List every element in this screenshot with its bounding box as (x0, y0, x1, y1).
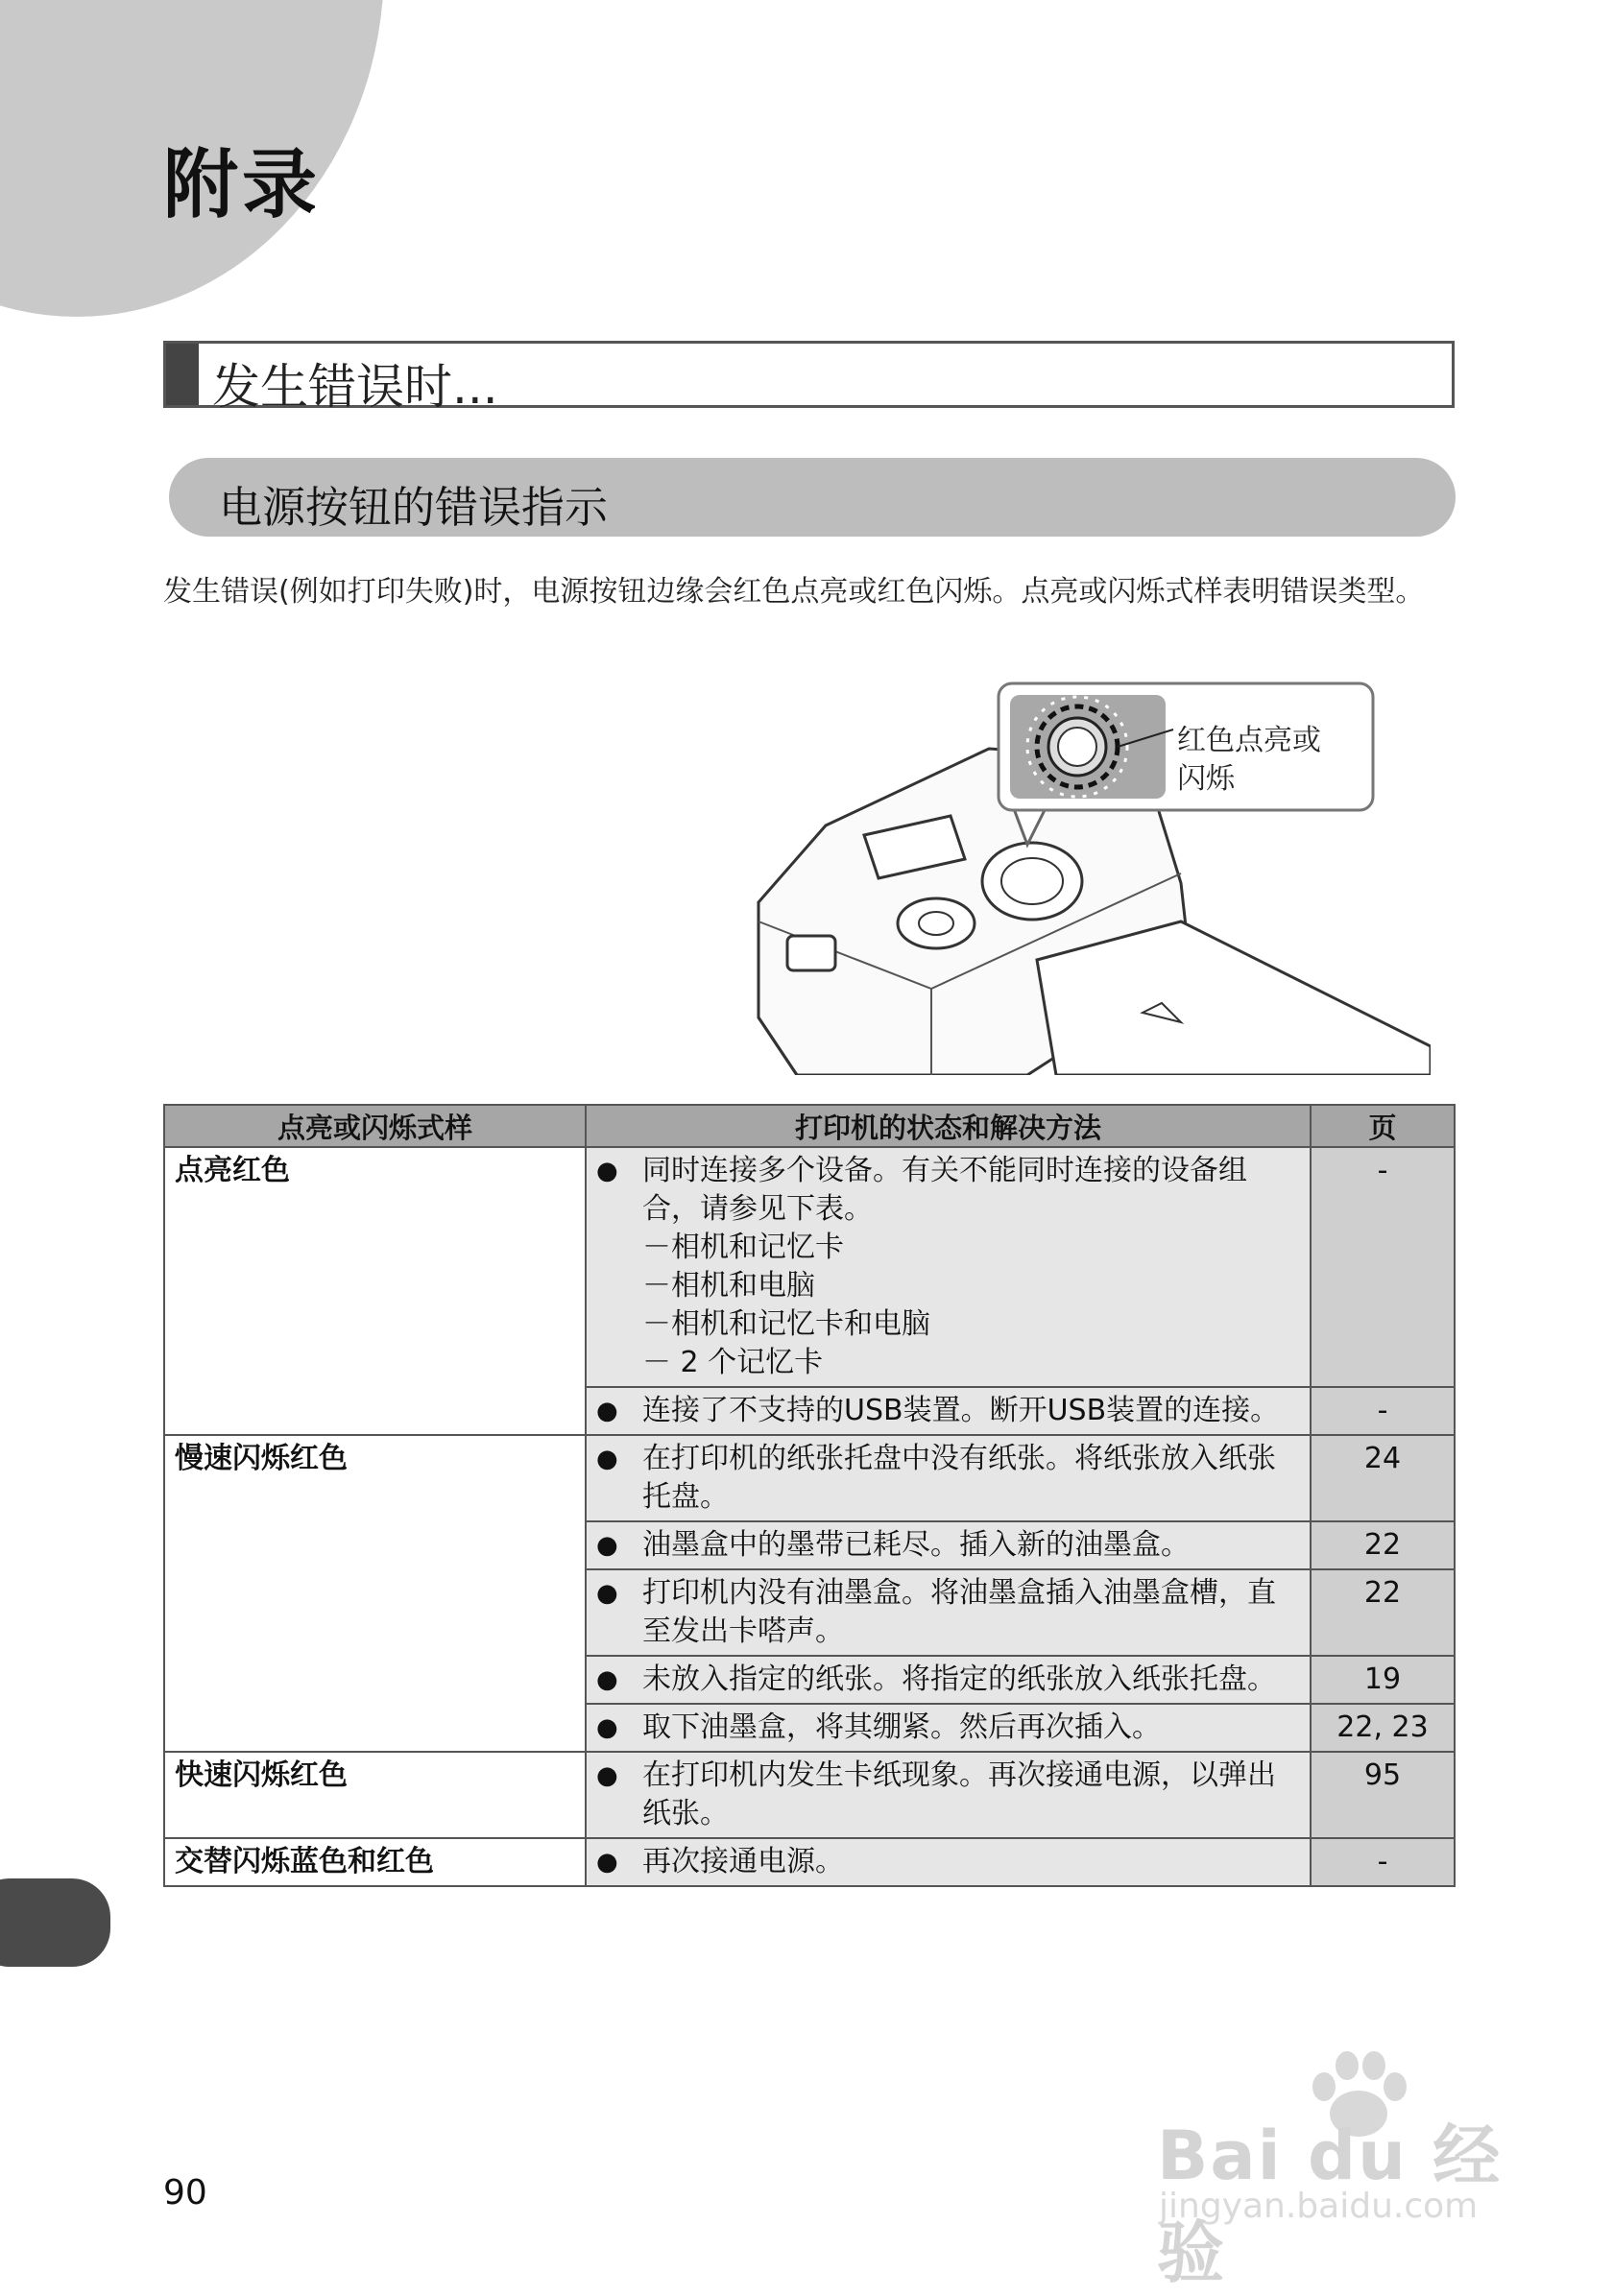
header-status: 打印机的状态和解决方法 (586, 1105, 1311, 1147)
callout-line-2: 闪烁 (1177, 762, 1235, 796)
appendix-title: 附录 (163, 142, 322, 228)
status-text: 连接了不支持的USB装置。断开USB装置的连接。 (642, 1394, 1280, 1427)
table-row (164, 1752, 1455, 1838)
pattern-cell: 慢速闪烁红色 (164, 1435, 586, 1752)
bullet-icon: ● (596, 1579, 618, 1608)
error-indicator-table (163, 1104, 1456, 1887)
printer-drawing (739, 672, 1431, 1075)
bullet-icon: ● (596, 1445, 618, 1473)
header-pattern: 点亮或闪烁式样 (164, 1105, 586, 1147)
status-subline: －相机和电脑 (642, 1269, 815, 1303)
page-cell: 22 (1311, 1521, 1455, 1569)
status-cell (586, 1838, 1311, 1886)
watermark (1147, 2045, 1551, 2292)
subsection-title: 电源按钮的错误指示 (219, 482, 609, 533)
page-cell: 95 (1311, 1752, 1455, 1838)
status-cell (586, 1704, 1311, 1752)
status-cell (586, 1521, 1311, 1569)
status-subline: －相机和记忆卡 (642, 1231, 844, 1264)
page-cell: 22, 23 (1311, 1704, 1455, 1752)
pattern-cell: 交替闪烁蓝色和红色 (164, 1838, 586, 1886)
section-heading-bar (166, 344, 199, 405)
page-cell: - (1311, 1838, 1455, 1886)
bullet-icon: ● (596, 1848, 618, 1877)
status-cell (586, 1569, 1311, 1656)
bullet-icon: ● (596, 1761, 618, 1790)
bullet-icon: ● (596, 1713, 618, 1742)
header-page: 页 (1311, 1105, 1455, 1147)
status-cell (586, 1435, 1311, 1521)
status-subline: －相机和记忆卡和电脑 (642, 1307, 930, 1341)
section-heading (163, 341, 1455, 415)
status-subline: － 2 个记忆卡 (642, 1346, 824, 1379)
status-text: 在打印机内发生卡纸现象。再次接通电源，以弹出纸张。 (642, 1758, 1276, 1830)
status-cell (586, 1752, 1311, 1838)
bullet-icon: ● (596, 1665, 618, 1694)
status-text: 取下油墨盒，将其绷紧。然后再次插入。 (642, 1710, 1161, 1744)
status-text: 油墨盒中的墨带已耗尽。插入新的油墨盒。 (642, 1528, 1190, 1562)
status-cell (586, 1387, 1311, 1435)
page-cell: 22 (1311, 1569, 1455, 1656)
subsection-heading (169, 458, 1456, 537)
table-row (164, 1838, 1455, 1886)
status-text: 再次接通电源。 (642, 1845, 844, 1878)
pattern-cell: 点亮红色 (164, 1147, 586, 1435)
table-row (164, 1147, 1455, 1387)
status-text: 未放入指定的纸张。将指定的纸张放入纸张托盘。 (642, 1662, 1276, 1696)
status-text: 在打印机的纸张托盘中没有纸张。将纸张放入纸张托盘。 (642, 1442, 1276, 1514)
intro-paragraph: 发生错误(例如打印失败)时，电源按钮边缘会红色点亮或红色闪烁。点亮或闪烁式样表明错误类型。 (163, 575, 1425, 609)
bullet-icon: ● (596, 1397, 618, 1425)
bullet-icon: ● (596, 1531, 618, 1560)
watermark-url: jingyan.baidu.com (1159, 2187, 1479, 2226)
status-text: 打印机内没有油墨盒。将油墨盒插入油墨盒槽，直至发出卡嗒声。 (642, 1576, 1276, 1648)
side-tab (0, 1878, 110, 1967)
section-title: 发生错误时... (212, 359, 498, 415)
table-header-row (164, 1105, 1455, 1147)
bullet-icon: ● (596, 1157, 618, 1185)
printer-illustration (739, 672, 1431, 1075)
status-cell (586, 1656, 1311, 1704)
page-cell: - (1311, 1147, 1455, 1387)
table-row (164, 1435, 1455, 1521)
callout-label (1177, 722, 1321, 799)
watermark-logo: Bai du 经验 (1157, 2117, 1503, 2292)
status-text: 同时连接多个设备。有关不能同时连接的设备组合，请参见下表。 (642, 1154, 1247, 1226)
pattern-cell: 快速闪烁红色 (164, 1752, 586, 1838)
page-number: 90 (163, 2173, 207, 2212)
page-cell: 19 (1311, 1656, 1455, 1704)
page-cell: 24 (1311, 1435, 1455, 1521)
status-cell (586, 1147, 1311, 1387)
page-cell: - (1311, 1387, 1455, 1435)
callout-line-1: 红色点亮或 (1177, 724, 1321, 757)
